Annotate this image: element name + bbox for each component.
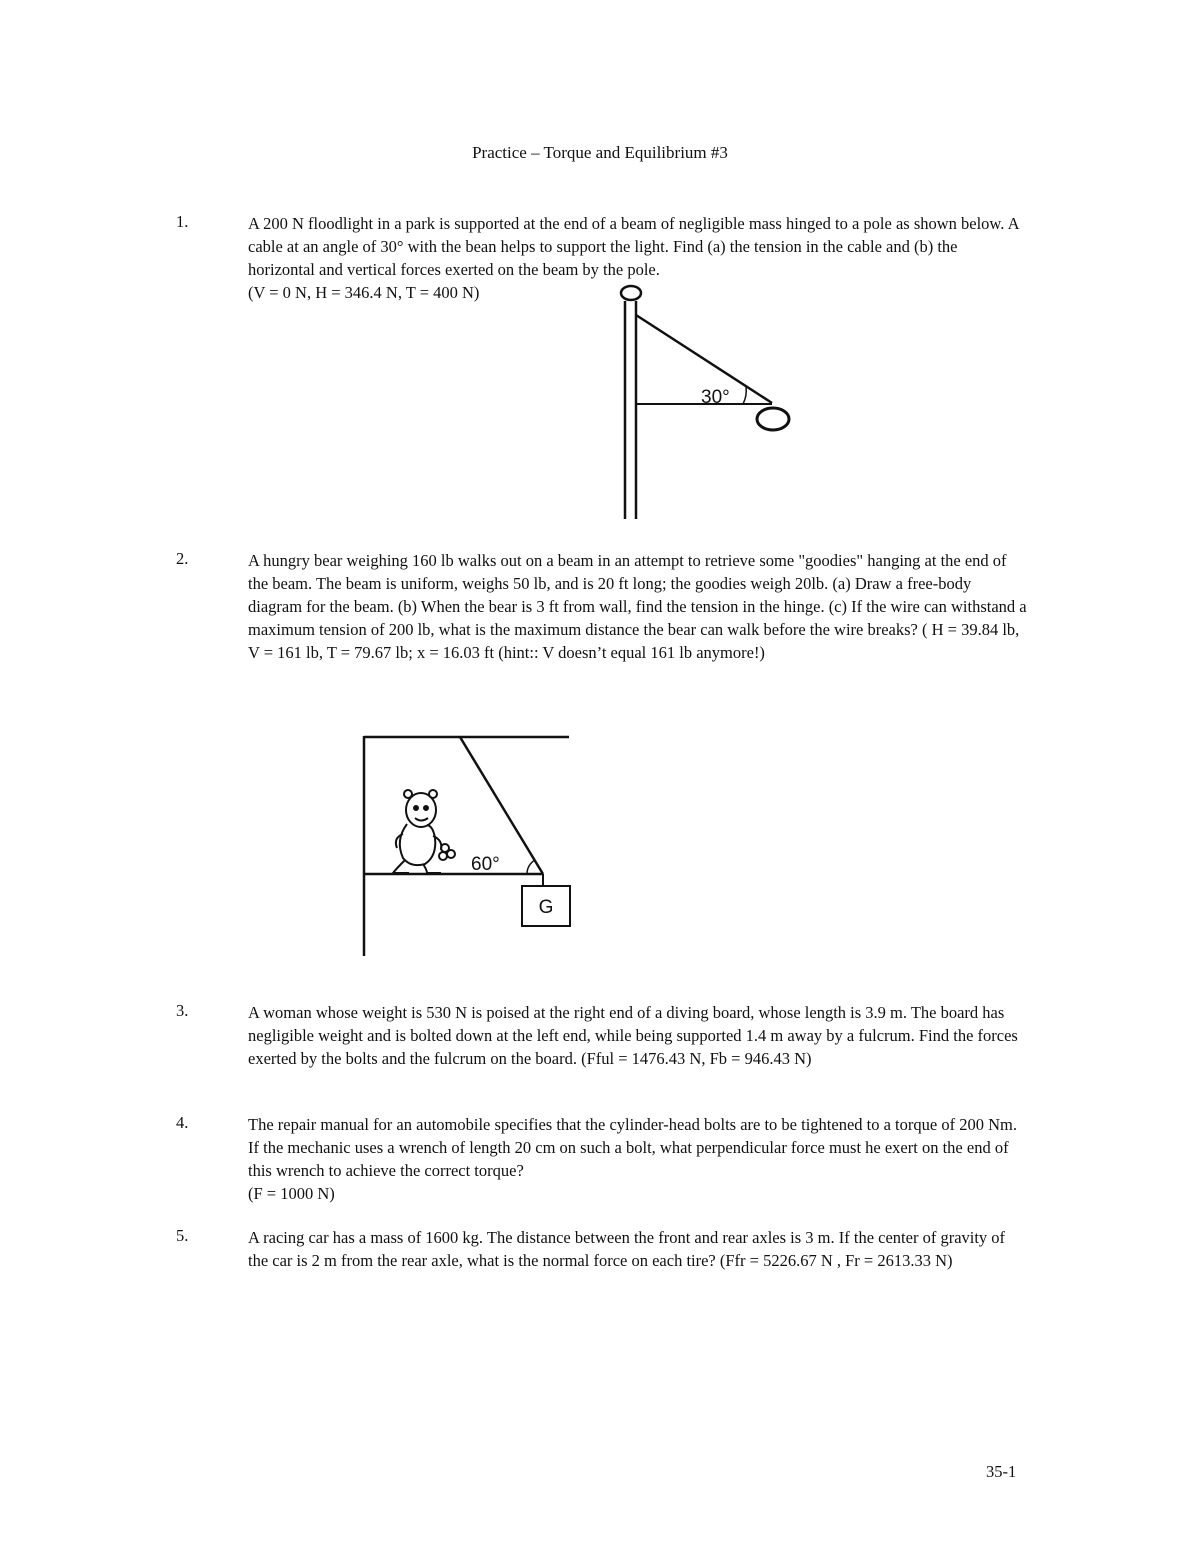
problem-4-number: 4. [176, 1113, 189, 1132]
page-title: Practice – Torque and Equilibrium #3 [472, 143, 728, 162]
problem-4-body [248, 1113, 1028, 1205]
problem-3-text: A woman whose weight is 530 N is poised at the right end of a diving board, whose length is 3.9 m. The board has negligible weight and is bolted down at the left end, while being supported 1.4 m away by a fulcrum. Find the forces exerted by the bolts and the fulcrum on the board. (Fful = 1476.43 N, Fb = 946.43 N) [248, 1003, 1018, 1068]
problem-5-text: A racing car has a mass of 1600 kg. The distance between the front and rear axles is 3 m. If the center of gravity of the car is 2 m from the rear axle, what is the normal force on each tire? (Ffr = 5226.67 N , Fr = 2613.33 N) [248, 1228, 1006, 1270]
pole-top-cap [621, 286, 641, 300]
angle-label-30: 30° [701, 387, 730, 408]
problem-4-answer: (F = 1000 N) [248, 1184, 335, 1203]
problem-2-text: A hungry bear weighing 160 lb walks out on a beam in an attempt to retrieve some "goodies" hanging at the end of the beam. The beam is uniform, weighs 50 lb, and is 20 ft long; the goodies weigh 20lb. (a) Draw a free-body diagram for the beam. (b) When the bear is 3 ft from wall, find the tension in the hinge. (c) If the wire can withstand a maximum tension of 200 lb, what is the maximum distance the bear can walk before the wire breaks? ( H = 39.84 lb, V = 161 lb, T = 79.67 lb; x = 16.03 ft (hint:: V doesn’t equal 161 lb anymore!) [248, 551, 1027, 662]
angle-arc-60 [527, 860, 535, 874]
problem-5-body [248, 1226, 1028, 1272]
floodlight-diagram [610, 283, 810, 523]
angle-arc-30 [743, 387, 746, 404]
problem-1-text: A 200 N floodlight in a park is supported at the end of a beam of negligible mass hinged to a pole as shown below. A cable at an angle of 30° with the bean helps to support the light. Find (a) the tension in the cable and (b) the horizontal and vertical forces exerted on the beam by the pole. [248, 214, 1019, 279]
floodlight [757, 408, 789, 430]
goodies-label: G [538, 897, 554, 918]
problem-3-body [248, 1001, 1028, 1070]
problem-5-number: 5. [176, 1226, 189, 1245]
problem-2-body [248, 549, 1028, 664]
bear-illustration [393, 790, 455, 873]
problem-1-number: 1. [176, 212, 189, 231]
page-number: 35-1 [986, 1462, 1017, 1481]
angle-label-60: 60° [471, 854, 500, 875]
bear-beam-diagram [355, 728, 585, 968]
problem-1-answer: (V = 0 N, H = 346.4 N, T = 400 N) [248, 283, 480, 302]
problem-3-number: 3. [176, 1001, 189, 1020]
problem-4-text: The repair manual for an automobile specifies that the cylinder-head bolts are to be tightened to a torque of 200 Nm. If the mechanic uses a wrench of length 20 cm on such a bolt, what perpendicular force must he exert on the end of this wrench to achieve the correct torque? [248, 1115, 1017, 1180]
problem-2-number: 2. [176, 549, 189, 568]
